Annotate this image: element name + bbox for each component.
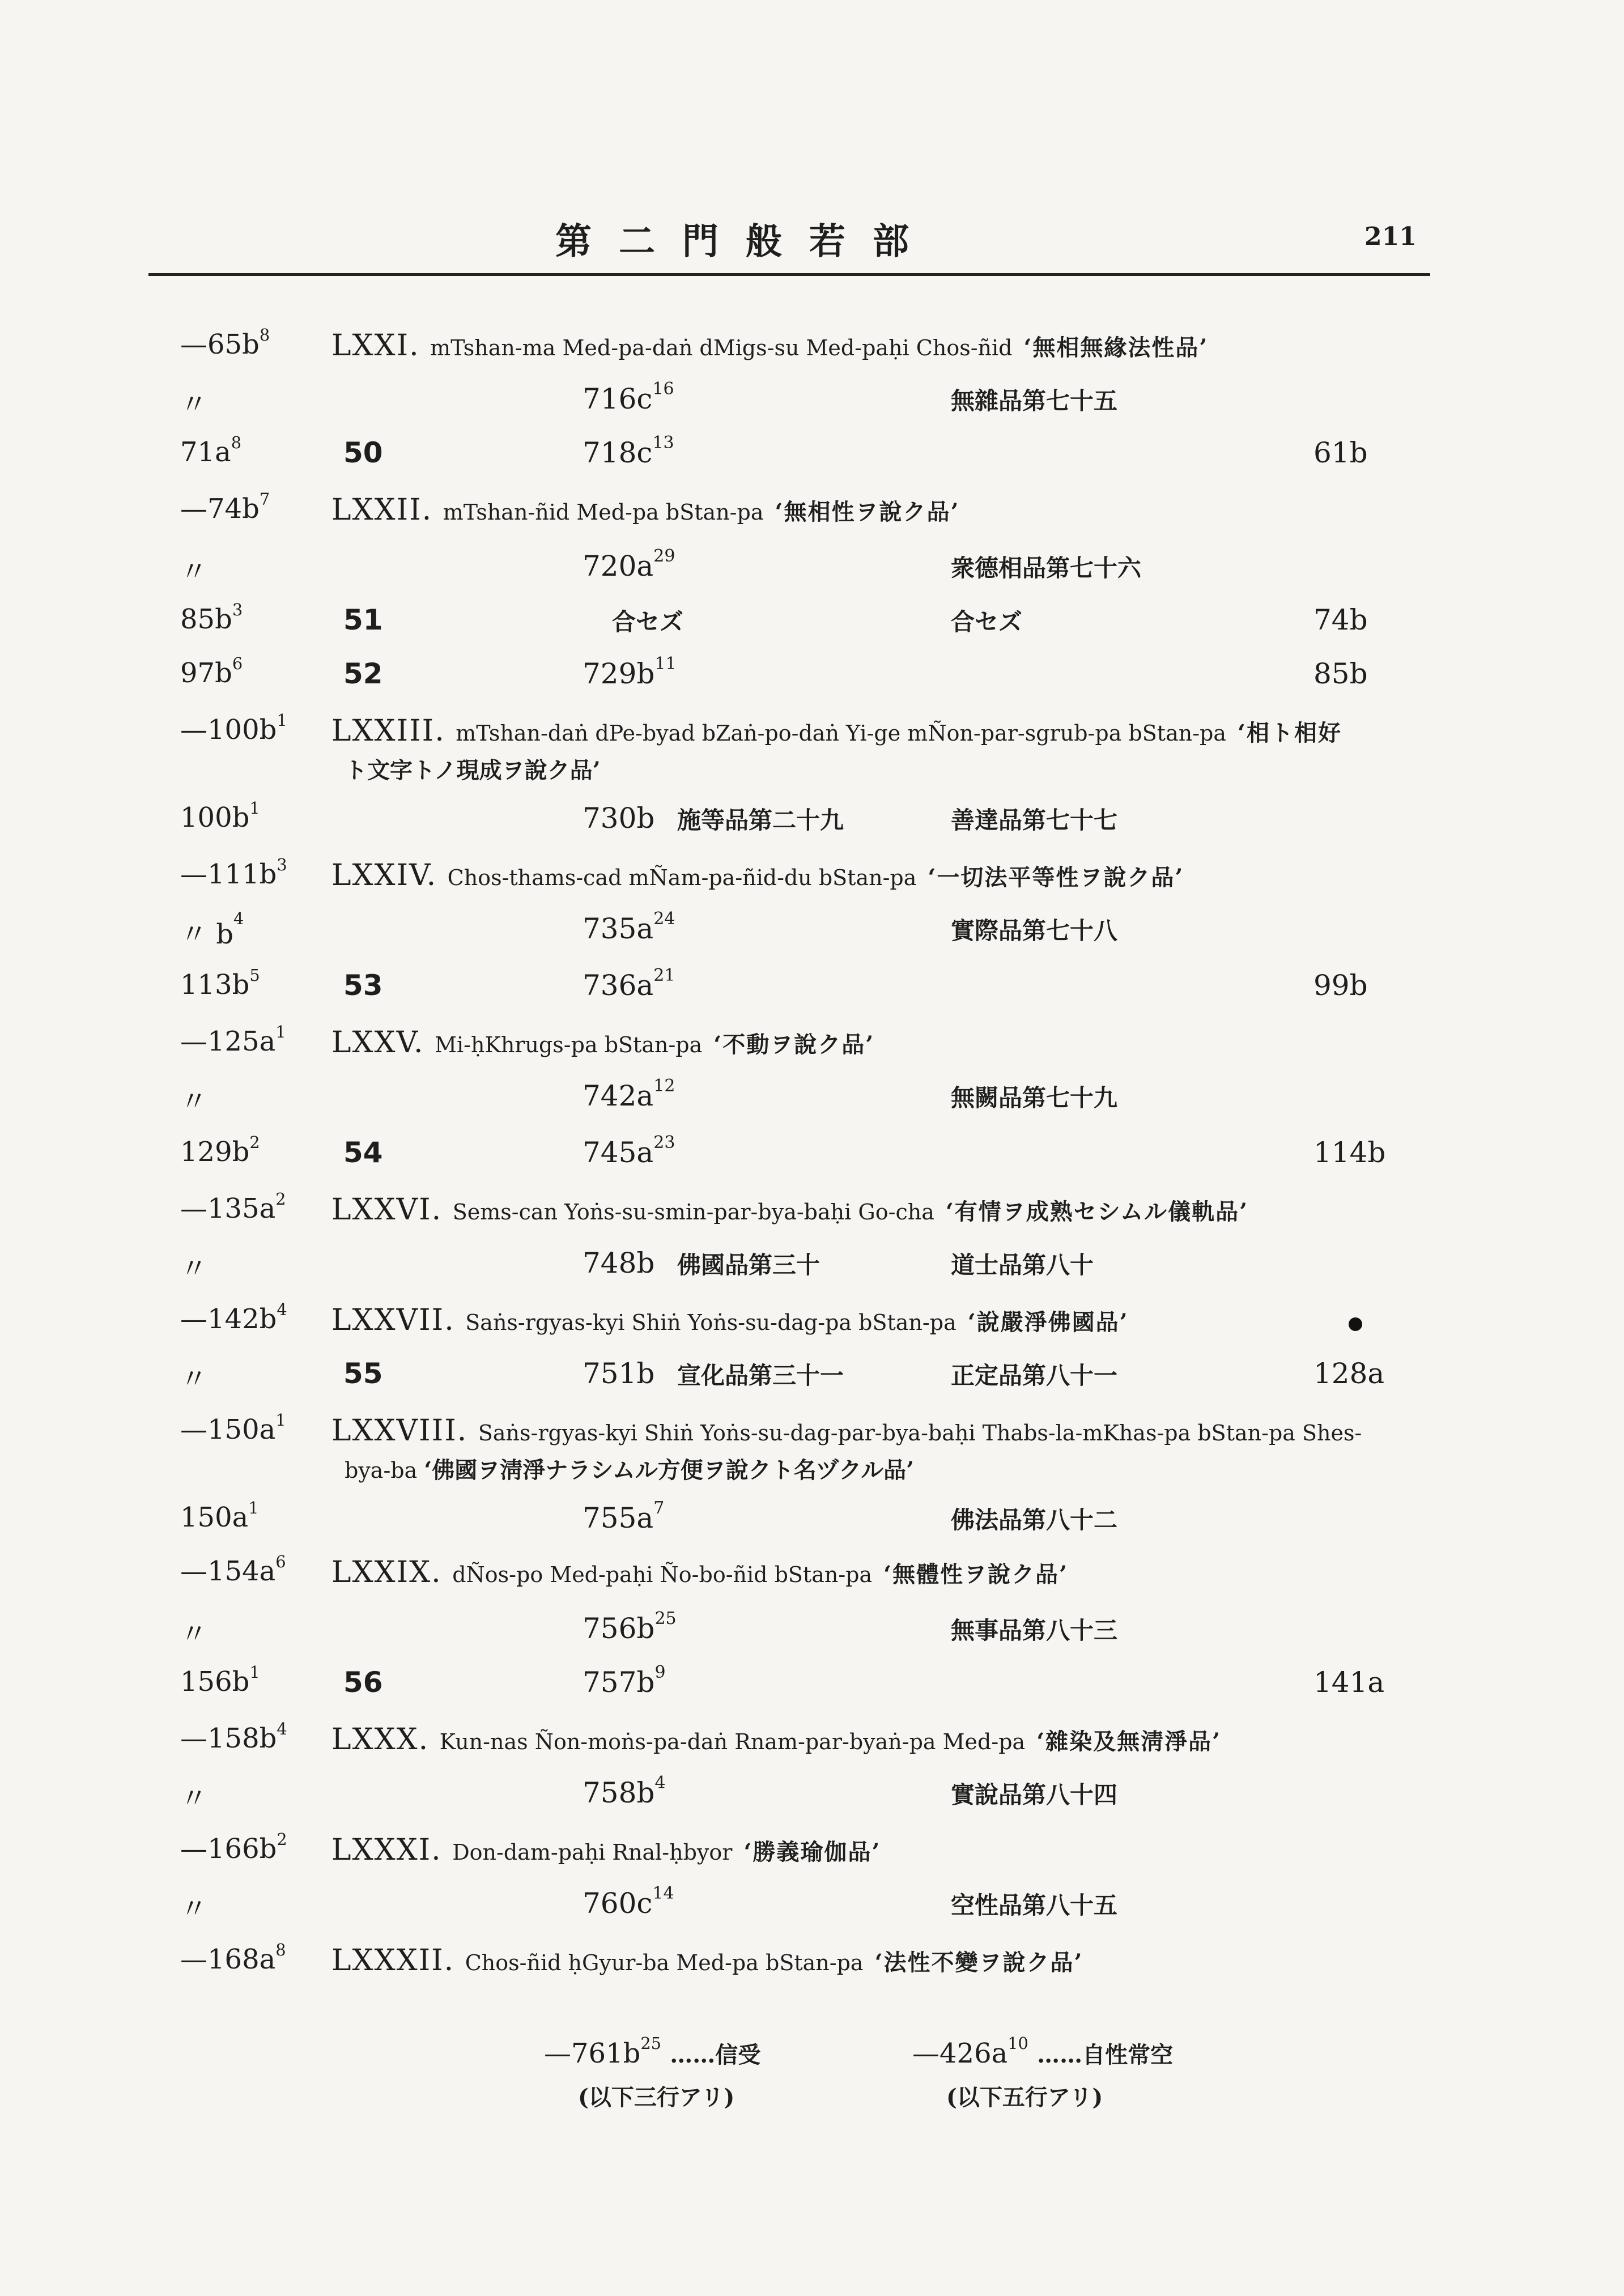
column-a-sup: 21 [653,966,675,985]
roman-numeral: LXXIV. [331,858,437,892]
ref-sup: 2 [277,1830,287,1849]
column-a-sup: 25 [654,1609,677,1629]
ref-cell [180,654,243,689]
column-a [583,1663,666,1699]
ref-value: —111b [180,858,277,890]
ref-cell [180,382,207,422]
ref-sup: 8 [259,325,270,345]
table-row [0,433,1624,470]
page-number: 211 [1364,222,1417,251]
footer-left-text: ……信受 [670,2042,761,2068]
ref-cell [180,1776,207,1815]
ref-sup: 1 [275,1410,286,1430]
number-cell: 54 [343,1136,383,1169]
japanese-title: ‘無相性ヲ說ク品’ [775,499,960,525]
column-a-value: 729b [583,657,655,690]
ref-sup: 7 [259,490,270,509]
ref-value: 〃 [180,1783,208,1814]
number-cell: 50 [343,436,383,469]
column-a [583,1498,665,1534]
japanese-title: ‘法性不變ヲ說ク品’ [874,1949,1083,1976]
tibetan-title: dÑos-po Med-paḥi Ño-bo-ñid bStan-pa [452,1562,873,1587]
ref-cell [180,490,270,525]
ref-cell [180,1079,207,1119]
ref-value: 〃 [180,556,208,588]
japanese-title: ‘勝義瑜伽品’ [743,1839,881,1865]
table-row-continuation [0,752,1624,786]
chapter-heading [331,1833,881,1867]
column-a-value: 720a [583,550,654,582]
ref-sup: 2 [249,1133,260,1152]
column-a [583,546,675,582]
column-b: 正定品第八十一 [951,1362,1118,1389]
table-row [0,1247,1624,1285]
ref-sup: 4 [233,909,244,928]
column-b: 佛法品第八十二 [951,1506,1118,1534]
ref-value: —142b [180,1303,277,1335]
column-b: 合セズ [951,608,1023,636]
column-b: 無闕品第七十九 [951,1084,1118,1112]
column-a-value: 736a [583,969,654,1002]
table-row-continuation [0,1452,1624,1486]
ref-sup: 5 [249,966,260,985]
roman-numeral: LXXVI. [331,1193,443,1227]
ref-value: 85b [180,603,232,635]
ref-value: —168a [180,1944,276,1975]
ref-cell [180,1247,207,1286]
column-a-chapter: 施等品第二十九 [677,806,844,834]
chapter-heading [331,858,1184,892]
table-row [0,1189,1624,1227]
table-row [0,798,1624,836]
tibetan-title: mTshan-daṅ dPe-byad bZaṅ-po-daṅ Yi-ge mÑon-par-sgrub-pa bStan-pa [456,721,1227,746]
continuation-jp: ト文字トノ現成ヲ說ク品’ [345,757,601,784]
column-a-sup: 9 [654,1663,666,1682]
chapter-heading [331,1944,1083,1978]
tibetan-title: Chos-ñid ḥGyur-ba Med-pa bStan-pa [465,1950,864,1975]
continuation-text [345,1452,914,1485]
number-cell: 55 [343,1357,383,1390]
ref-cell [180,1410,286,1445]
column-a-note: 合セズ [612,608,684,636]
ref-value: —150a [180,1414,276,1445]
table-row [0,1609,1624,1650]
ref-sup: 1 [277,711,287,730]
ref-value: —74b [180,493,260,525]
tibetan-title: Sems-can Yoṅs-su-smin-par-bya-baḥi Go-cha [452,1200,934,1224]
ref-sup: 1 [248,1498,259,1517]
column-b: 道士品第八十 [951,1251,1094,1279]
chapter-heading [331,329,1208,363]
table-row [0,909,1624,950]
ref-sup: 6 [275,1552,286,1571]
tibetan-title: Saṅs-rgyas-kyi Shiṅ Yoṅs-su-dag-pa bStan-pa [465,1310,956,1335]
japanese-title: ‘無相無緣法性品’ [1023,334,1209,361]
ref-cell [180,433,242,468]
table-row [0,1830,1624,1867]
chapter-heading [331,1723,1221,1757]
roman-numeral: LXXVIII. [331,1414,468,1448]
column-a-sup: 11 [654,654,677,674]
number-cell: 53 [343,969,383,1002]
column-b: 實說品第八十四 [951,1781,1118,1809]
ref-sup: 1 [275,1022,286,1041]
ref-cell [180,550,207,589]
ref-value: 〃 [180,1893,208,1925]
tibetan-title: Saṅs-rgyas-kyi Shiṅ Yoṅs-su-dag-par-bya-baḥi Thabs-la-mKhas-pa bStan-pa Shes- [478,1421,1362,1445]
footer-right-sup: 10 [1007,2034,1028,2053]
ref-value: 156b [180,1666,250,1698]
ref-cell [180,1940,286,1975]
table-row [0,1552,1624,1589]
ref-sup: 4 [277,1300,287,1319]
chapter-heading [331,1303,1129,1337]
table-row [0,1883,1624,1925]
number-cell: 51 [343,603,383,636]
column-b: 衆德相品第七十六 [951,554,1142,582]
column-c: 85b [1313,657,1368,690]
japanese-title: ‘有情ヲ成熟セシムル儀軌品’ [945,1198,1249,1225]
table-row [0,855,1624,892]
japanese-title: ‘一切法平等性ヲ說ク品’ [928,864,1184,891]
ref-value: 129b [180,1136,250,1168]
ref-value: —135a [180,1193,276,1224]
ref-value: 〃 [180,1253,208,1285]
ref-value: 71a [180,436,231,468]
tibetan-title: Don-dam-paḥi Rnal-ḥbyor [452,1840,733,1865]
column-a-value: 757b [583,1666,655,1699]
ref-value: 〃 [180,1086,208,1117]
japanese-title: ‘說嚴淨佛國品’ [967,1309,1129,1336]
ref-cell [180,711,287,746]
table-row [0,1940,1624,1978]
column-a [583,379,674,415]
ref-cell [180,1552,286,1587]
ref-cell [180,1719,287,1754]
roman-numeral: LXXV. [331,1026,424,1060]
column-a [583,1247,654,1279]
column-a-chapter: 宣化品第三十一 [677,1362,844,1389]
footer-right-note: (以下五行アリ) [946,2084,1103,2111]
column-a [583,1357,654,1390]
column-c: 141a [1313,1666,1385,1699]
roman-numeral: LXXI. [331,329,420,363]
ref-value: —154a [180,1555,276,1587]
column-a-sup: 13 [652,433,674,453]
column-c: 74b [1313,603,1368,636]
ref-cell [180,1022,286,1057]
ref-value: 〃 [180,1618,208,1650]
column-a-sup: 29 [653,546,675,566]
tibetan-title: Chos-thams-cad mÑam-pa-ñid-du bStan-pa [447,865,917,890]
column-a-sup: 24 [653,909,675,929]
footer-left-ref: —761b [544,2038,641,2069]
column-a-value: 751b [583,1357,655,1390]
ref-value: —166b [180,1833,277,1865]
footer-left-sup: 25 [640,2034,661,2053]
footer-left-note: (以下三行アリ) [578,2084,735,2111]
ref-cell [180,1830,287,1865]
column-a-sup: 12 [653,1076,675,1096]
column-a [583,802,654,835]
ref-cell [180,1498,259,1533]
roman-numeral: LXXXI. [331,1833,442,1867]
table-row [0,379,1624,420]
roman-numeral: LXXVII. [331,1303,455,1337]
ref-sup: 2 [275,1189,286,1209]
column-b: 無雜品第七十五 [951,387,1118,415]
column-a-sup: 23 [653,1133,675,1153]
column-a-value: 718c [583,436,653,469]
continuation-title: bya-ba [345,1458,418,1483]
ref-sup: 8 [231,433,242,452]
column-a-value: 758b [583,1776,655,1809]
japanese-title: ‘無體性ヲ說ク品’ [883,1561,1069,1588]
table-row [0,325,1624,363]
table-row [0,1773,1624,1814]
table-row [0,654,1624,691]
ref-value: —125a [180,1026,276,1057]
footer-left-note-wrap [578,2080,734,2112]
ref-cell [180,1663,260,1698]
ref-cell [180,600,243,635]
ref-cell [180,1300,287,1335]
column-b: 善達品第七十七 [951,806,1118,834]
tibetan-title: Mi-ḥKhrugs-pa bStan-pa [435,1032,703,1057]
column-a-value: 748b [583,1247,655,1279]
column-a [583,1883,674,1920]
table-row [0,1719,1624,1757]
ref-value: —158b [180,1723,277,1754]
ref-value: 100b [180,802,250,834]
column-a-sup: 7 [653,1498,665,1518]
number-cell: 56 [343,1666,383,1699]
roman-numeral: LXXXII. [331,1944,455,1978]
ref-value: 〃 [180,1363,208,1395]
roman-numeral: LXXX. [331,1723,430,1757]
column-a [583,966,675,1002]
chapter-heading [331,1414,1362,1448]
ref-sup: 1 [249,798,260,818]
table-row [0,1133,1624,1170]
table-row [0,1022,1624,1060]
column-a [583,1076,675,1112]
table-row [0,1300,1624,1337]
ink-spot [1349,1317,1362,1331]
column-a-value: 735a [583,912,654,945]
column-a-value: 756b [583,1612,655,1645]
chapter-heading [331,714,1342,748]
header-rule [148,273,1430,276]
ref-value: 〃 [180,389,208,420]
continuation-jp: ‘佛國ヲ淸淨ナラシムル方便ヲ說クト名ヅクル品’ [424,1457,915,1483]
ref-sup: 8 [275,1940,286,1959]
column-a [583,909,675,945]
column-a-sup: 4 [654,1773,666,1793]
footer-right [912,2034,1174,2069]
table-row [0,490,1624,527]
column-a-value: 745a [583,1136,654,1169]
column-a-sup: 16 [652,379,674,399]
ref-sup: 3 [277,855,287,874]
chapter-heading [331,1555,1068,1589]
column-a-value: 755a [583,1502,654,1534]
tibetan-title: mTshan-ñid Med-pa bStan-pa [443,500,764,525]
column-c: 61b [1313,436,1368,469]
continuation-text [345,752,601,785]
column-a [583,654,677,690]
chapter-heading [331,1193,1248,1227]
column-a-value: 760c [583,1887,653,1920]
roman-numeral: LXXIX. [331,1555,442,1589]
japanese-title: ‘不動ヲ說ク品’ [713,1031,875,1058]
column-a [583,1773,666,1809]
footer-right-ref: —426a [912,2038,1008,2069]
roman-numeral: LXXII. [331,493,433,527]
table-row [0,1076,1624,1117]
ref-cell [180,966,260,1001]
column-c: 99b [1313,969,1368,1002]
chapter-heading [331,1026,874,1060]
chapter-heading [331,493,959,527]
ref-cell [180,1189,286,1224]
ref-value: 〃 b [180,919,233,950]
footer-left [544,2034,761,2069]
roman-numeral: LXXIII. [331,714,445,748]
ref-value: 113b [180,969,250,1001]
ref-value: —100b [180,714,277,746]
column-a-value: 730b [583,802,655,835]
ref-cell [180,1357,207,1396]
ref-sup: 4 [277,1719,287,1738]
tibetan-title: Kun-nas Ñon-moṅs-pa-daṅ Rnam-par-byaṅ-pa Med-pa [439,1729,1026,1754]
column-a-value: 742a [583,1079,654,1112]
column-a-sup: 14 [652,1883,674,1903]
column-a-value: 716c [583,382,653,415]
ref-value: 97b [180,657,232,689]
table-row [0,966,1624,1003]
number-cell: 52 [343,657,383,690]
ref-sup: 6 [232,654,243,673]
column-c: 114b [1313,1136,1386,1169]
table-row [0,1410,1624,1448]
table-row [0,1357,1624,1395]
japanese-title: ‘雜染及無淸淨品’ [1036,1728,1222,1755]
column-a [583,1609,677,1645]
column-c: 128a [1313,1357,1385,1390]
column-a-chapter: 佛國品第三十 [677,1251,820,1279]
table-row [0,1498,1624,1536]
column-a [583,433,674,469]
table-row [0,711,1624,748]
ref-cell [180,855,287,890]
ref-sup: 1 [249,1663,260,1682]
footer-right-note-wrap [946,2080,1103,2112]
column-b: 無事品第八十三 [951,1617,1118,1644]
column-a [583,1133,675,1169]
tibetan-title: mTshan-ma Med-pa-daṅ dMigs-su Med-paḥi Chos-ñid [430,335,1013,360]
japanese-title: ‘相ト相好 [1238,720,1342,746]
ref-value: 150a [180,1502,249,1533]
ref-cell [180,909,244,951]
ref-cell [180,1887,207,1926]
ref-cell [180,798,260,834]
table-row [0,546,1624,588]
ref-cell [180,1612,207,1651]
column-b: 空性品第八十五 [951,1891,1118,1919]
column-b: 實際品第七十八 [951,917,1118,945]
ref-sup: 3 [232,600,243,619]
footer-right-text: ……自性常空 [1037,2042,1174,2068]
ref-cell [180,1133,260,1168]
page-title: 第二門般若部 [555,220,936,263]
ref-cell [180,325,270,360]
table-row [0,600,1624,637]
table-row [0,1663,1624,1700]
ref-value: —65b [180,329,260,360]
